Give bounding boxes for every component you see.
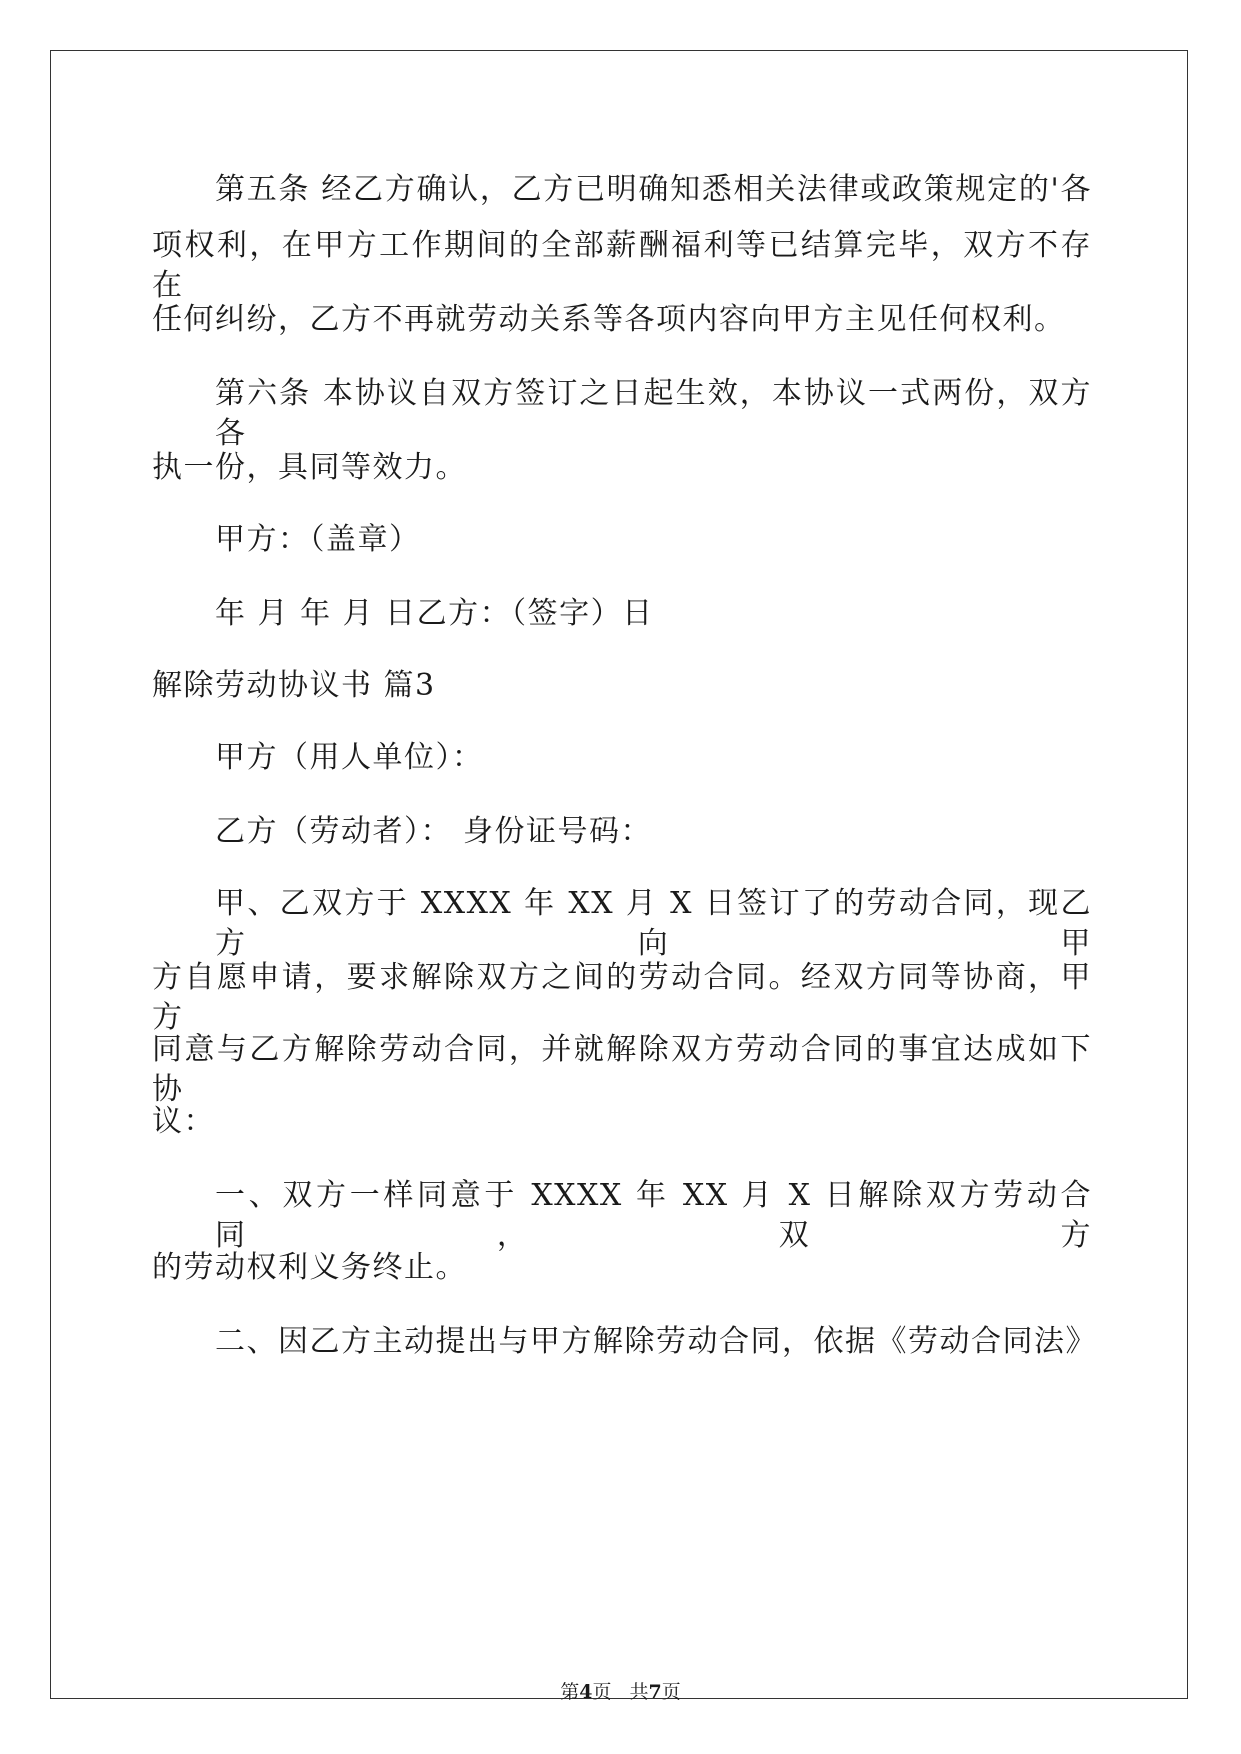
paragraph-intro-line-2: 方自愿申请，要求解除双方之间的劳动合同。经双方同等协商，甲方 bbox=[152, 960, 1092, 1035]
party-a-employer-line: 甲方（用人单位）： bbox=[215, 740, 484, 775]
paragraph-article-5-line-3: 任何纠纷，乙方不再就劳动关系等各项内容向甲方主见任何权利。 bbox=[152, 302, 1066, 337]
paragraph-intro-line-4: 议： bbox=[152, 1104, 215, 1139]
paragraph-clause-2-line-1: 二、因乙方主动提出与甲方解除劳动合同，依据《劳动合同法》 bbox=[215, 1324, 1097, 1359]
section-heading: 解除劳动协议书 篇3 bbox=[152, 668, 436, 703]
party-a-seal-line: 甲方：（盖章） bbox=[215, 522, 421, 557]
paragraph-article-5-line-1: 第五条 经乙方确认，乙方已明确知悉相关法律或政策规定的'各 bbox=[215, 172, 1092, 207]
paragraph-clause-1-line-2: 的劳动权利义务终止。 bbox=[152, 1250, 467, 1285]
total-prefix: 共 bbox=[629, 1681, 649, 1703]
page-footer bbox=[0, 1680, 1241, 1704]
page-prefix: 第 bbox=[560, 1681, 580, 1703]
date-signature-line: 年 月 年 月 日乙方：（签字）日 bbox=[215, 596, 654, 631]
paragraph-clause-1-line-1: 一、双方一样同意于 XXXX 年 XX 月 X 日解除双方劳动合同，双方 bbox=[215, 1178, 1092, 1253]
paragraph-intro-line-1: 甲、乙双方于 XXXX 年 XX 月 X 日签订了的劳动合同，现乙方向甲 bbox=[215, 886, 1092, 961]
total-suffix: 页 bbox=[661, 1681, 681, 1703]
party-b-worker-line: 乙方（劳动者）： 身份证号码： bbox=[215, 814, 653, 849]
paragraph-article-6-line-1: 第六条 本协议自双方签订之日起生效，本协议一式两份，双方各 bbox=[215, 376, 1092, 451]
total-page-number: 7 bbox=[648, 1681, 662, 1703]
paragraph-article-6-line-2: 执一份，具同等效力。 bbox=[152, 450, 467, 485]
paragraph-article-5-line-2: 项权利，在甲方工作期间的全部薪酬福利等已结算完毕，双方不存在 bbox=[152, 228, 1092, 303]
current-page-number: 4 bbox=[579, 1681, 593, 1703]
page-mid: 页 bbox=[592, 1681, 612, 1703]
paragraph-intro-line-3: 同意与乙方解除劳动合同，并就解除双方劳动合同的事宜达成如下协 bbox=[152, 1032, 1092, 1107]
